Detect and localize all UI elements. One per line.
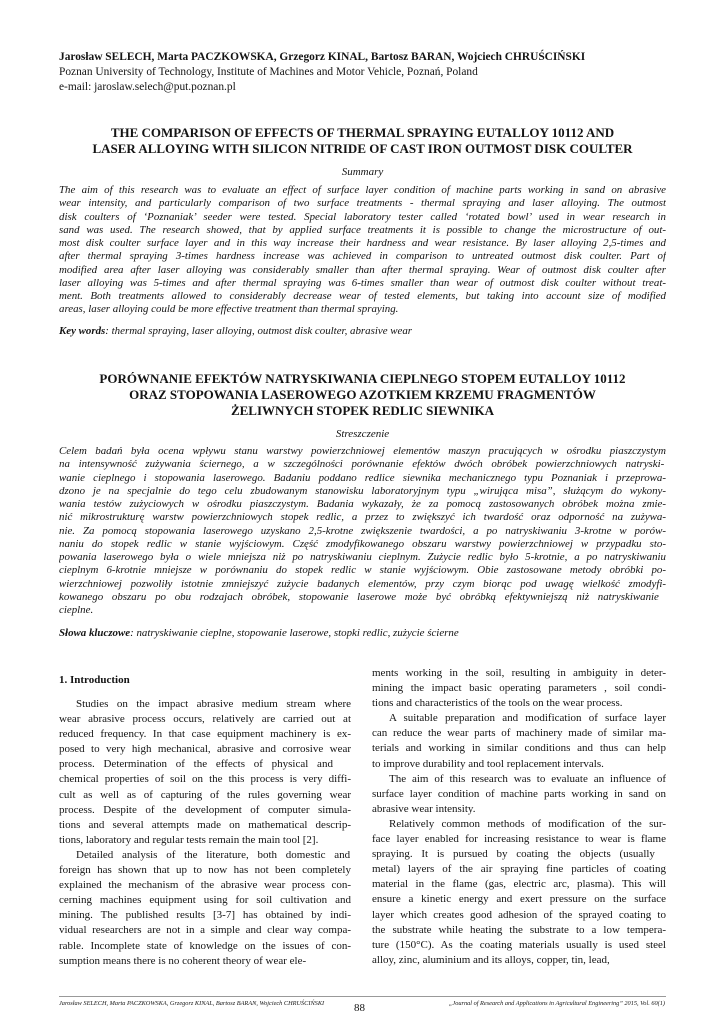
body-text-line: cult as well as of capturing of the rules governing wear [59, 788, 351, 801]
body-text-line: Studies on the impact abrasive medium stream where [76, 698, 351, 710]
body-text-line: material in the flame (gas, electric arc, plasma). This will [372, 878, 666, 891]
polish-abstract [59, 445, 666, 617]
body-text-line: the substrate while heating the substrate to a low tempera- [372, 923, 666, 936]
abstract-line: cieplne. [59, 604, 94, 616]
body-text-line: spraying. It is pursued by coating the objects (usually [372, 848, 655, 861]
abstract-line: naniu do stopek redlic w stanie wyjściowym. Część zmodyfikowanego obszaru warstwy powierzchniowej w przypadku sto- [59, 537, 666, 550]
abstract-line: wierzchniowej pozwoliły istotnie zmniejszyć zużycie badanych elementów, przy czym biorąc pod uwagę wielkość zmodyfi- [59, 577, 666, 590]
author-list: Jarosław SELECH, Marta PACZKOWSKA, Grzegorz KINAL, Bartosz BARAN, Wojciech CHRUŚCIŃSKI [59, 51, 586, 63]
abstract-line: areas, laser alloying could be more effective treatment than thermal spraying. [59, 303, 399, 316]
body-text-line: mining. The published results [3-7] has obtained by indi- [59, 909, 351, 922]
body-text-line: ture (150°C). As the coating materials usually is used steel [372, 938, 666, 951]
streszczenie-heading: Streszczenie [335, 428, 390, 440]
body-text-line: ensure a kinetic energy and exert pressure on the surface [372, 893, 666, 906]
footer-authors: Jarosław SELECH, Marta PACZKOWSKA, Grzegorz KINAL, Bartosz BARAN, Wojciech CHRUŚCIŃSKI [59, 1000, 325, 1007]
body-text-line: posed to very high mechanical, abrasive and corrosive wear [59, 743, 351, 756]
abstract-line: cieplnym 6-krotnie mniejsze w porównaniu do stopek redlic w stanie wyjściowym. Obie zastosowane metody obróbki po- [59, 564, 666, 577]
body-text-line: reduced frequency. In that case equipment machinery is ex- [59, 728, 351, 741]
abstract-line: wania testów zużyciowych w ośrodku piaszczystym. Badania wykazały, że za pomocą zastosowanych obróbek można zmie- [59, 498, 666, 510]
abstract-line: kowanego obszaru po obu rodzajach obróbek, stopowanie laserowe może być obróbką efektywniejszą niż natryskiwanie [59, 590, 659, 603]
section-heading: 1. Introduction [59, 674, 130, 686]
body-text-line: alloy, zinc, aluminium and its alloys, copper, tin, lead, [372, 953, 610, 966]
body-text-line: Detailed analysis of the literature, both domestic and [76, 848, 351, 861]
english-title-line: LASER ALLOYING WITH SILICON NITRIDE OF CAST IRON OUTMOST DISK COULTER [92, 141, 633, 156]
keywords-text: : natryskiwanie cieplne, stopowanie laserowe, stopki redlic, zużycie ścierne [130, 627, 459, 639]
abstract-line: Celem badań była ocena wpływu stanu warstwy powierzchniowej elementów maszyn pracujących w ośrodku piaszczystym [59, 445, 666, 457]
keywords-text: : thermal spraying, laser alloying, outmost disk coulter, abrasive wear [105, 325, 413, 337]
body-text-line: A suitable preparation and modification of surface layer [389, 712, 666, 725]
body-text-line: process. Despite of the development of computer simula- [59, 803, 351, 816]
body-text-line: ments working in the soil, resulting in ambiguity in deter- [372, 667, 666, 679]
abstract-line: after thermal spraying 3-times hardness increase was achieved in comparison to untreated outmost disk coulter. Part of [59, 250, 666, 263]
body-text-line: surface layer condition of machine parts working in sand on [372, 787, 666, 800]
body-text-line: wear abrasive process occurs, relatively are carried out at [59, 713, 351, 726]
body-text-line: mining the impact basic operating parameters , soil condi- [372, 682, 666, 695]
email-address: e-mail: jaroslaw.selech@put.poznan.pl [59, 81, 236, 93]
english-title [59, 125, 666, 157]
polish-keywords [59, 627, 666, 639]
body-text-line: can reduce the wear parts of machinery made of similar ma- [372, 727, 666, 740]
polish-title-line: PORÓWNANIE EFEKTÓW NATRYSKIWANIA CIEPLNEGO STOPEM EUTALLOY 10112 [99, 371, 626, 386]
english-keywords [59, 325, 666, 337]
footer-divider [59, 996, 666, 997]
left-column [59, 697, 351, 969]
abstract-line: sand was used. The research showed, that by applied surface treatments it is possible to change the microstructure of out- [59, 223, 666, 236]
keywords-label: Key words [59, 325, 106, 337]
body-text-line: process. Determination of the effects of physical and [59, 758, 333, 771]
abstract-line: laser alloying was 5-times and after thermal spraying was 6-times smaller than wear of outmost disk coulter without treat- [59, 276, 666, 289]
body-text-line: vidual researchers are not in a simple and clear way compa- [59, 924, 351, 937]
abstract-line: nie. Za pomocą stopowania laserowego uzyskano 2,5-krotne zwiększenie twardości, a po natryskiwaniu 3-krotne w porów- [59, 524, 666, 537]
abstract-line: ment. Both treatments allowed to considerably decrease wear of tested elements, but taking into account size of modified [59, 290, 666, 302]
body-text-line: terials and working in similar conditions and thus can help [372, 742, 666, 755]
body-text-line: sumption means there is no coherent theory of wear ele- [59, 954, 307, 967]
abstract-line: most disk coulter surface layer and in this way increase their hardness and wear resistance. By laser alloying 2,5-times and [59, 237, 666, 249]
abstract-line: powania laserowego była o wiele mniejsza niż po natryskiwaniu cieplnym. Zużycie redlic było 5-krotnie, a po natryskiwaniu [59, 551, 666, 563]
abstract-line: wanie cieplnego i stopowania laserowego. Badaniu poddano redlice siewnika mechanicznego typu Poznaniak i przeprowa- [59, 471, 666, 484]
abstract-line: nić mikrostrukturę warstw powierzchniowych stopek redlic, a przez to zwiększyć ich twardość oraz odporność na zużywa- [59, 511, 666, 524]
footer-journal: „Journal of Research and Applications in Agricultural Engineering” 2015, Vol. 60(1) [448, 1000, 665, 1007]
english-abstract [59, 184, 666, 317]
right-column [372, 666, 666, 968]
abstract-line: na intensywność zużywania ściernego, a w szczególności porównanie efektów dwóch obróbek powierzchniowych natryski- [59, 458, 665, 471]
page-number: 88 [354, 1002, 365, 1014]
body-text-line: cerning machines equipment using for soil cultivation and [59, 894, 351, 907]
polish-title [59, 371, 666, 419]
body-text-line: metal) layers of the air spraying fine particles of coating [372, 863, 666, 876]
body-text-line: face layer enabled for increasing resistance to wear is flame [372, 833, 666, 846]
body-text-line: tions, laboratory and regular tests remain the main tool [2]. [59, 833, 319, 846]
body-text-line: abrasive wear intensity. [372, 802, 476, 815]
polish-title-line: ŻELIWNYCH STOPEK REDLIC SIEWNIKA [230, 403, 495, 418]
english-title-line: THE COMPARISON OF EFFECTS OF THERMAL SPRAYING EUTALLOY 10112 AND [110, 125, 615, 140]
abstract-line: disk coulters of ‘Poznaniak’ seeder were tested. Special laboratory tester called ‘rotated bowl’ used in wear research in [59, 210, 666, 223]
body-text-line: Relatively common methods of modification of the sur- [389, 817, 666, 830]
summary-heading: Summary [341, 166, 384, 178]
keywords-label: Słowa kluczowe [59, 627, 131, 639]
body-text-line: chemical properties of soil on the this process is very diffi- [59, 773, 351, 786]
body-text-line: The aim of this research was to evaluate an influence of [389, 772, 666, 785]
polish-title-line: ORAZ STOPOWANIA LASEROWEGO AZOTKIEM KRZEMU FRAGMENTÓW [129, 387, 596, 402]
body-text-line: explained the mechanism of the abrasive wear process con- [59, 879, 351, 892]
body-text-line: tions and characteristics of the tools on the wear process. [372, 697, 623, 710]
abstract-line: wear intensity, and particularly comparison of two surface treatments - thermal spraying and laser alloying. The outmost [59, 197, 666, 210]
abstract-line: dzono je na specjalnie do tego celu zbudowanym stanowisku laboratoryjnym typu „wirująca misa”, służącym do wykony- [59, 484, 666, 497]
body-text-line: rable. Incomplete state of knowledge on the issues of con- [59, 939, 351, 952]
body-text-line: to improve durability and tool replacement intervals. [372, 757, 604, 770]
body-text-line: layer which creates good adhesion of the sprayed coating to [372, 908, 666, 921]
body-text-line: tions and several attempts made on mathematical descrip- [59, 818, 351, 831]
affiliation: Poznan University of Technology, Institute of Machines and Motor Vehicle, Poznań, Poland [59, 66, 478, 78]
abstract-line: modified area after laser alloying was considerably smaller than after thermal spraying. Wear of outmost disk coulter after [59, 263, 666, 276]
body-text-line: foreign has shown that up to now has not been completely [59, 864, 351, 877]
abstract-line: The aim of this research was to evaluate an effect of surface layer condition of machine parts working in sand on abrasive [59, 184, 666, 196]
